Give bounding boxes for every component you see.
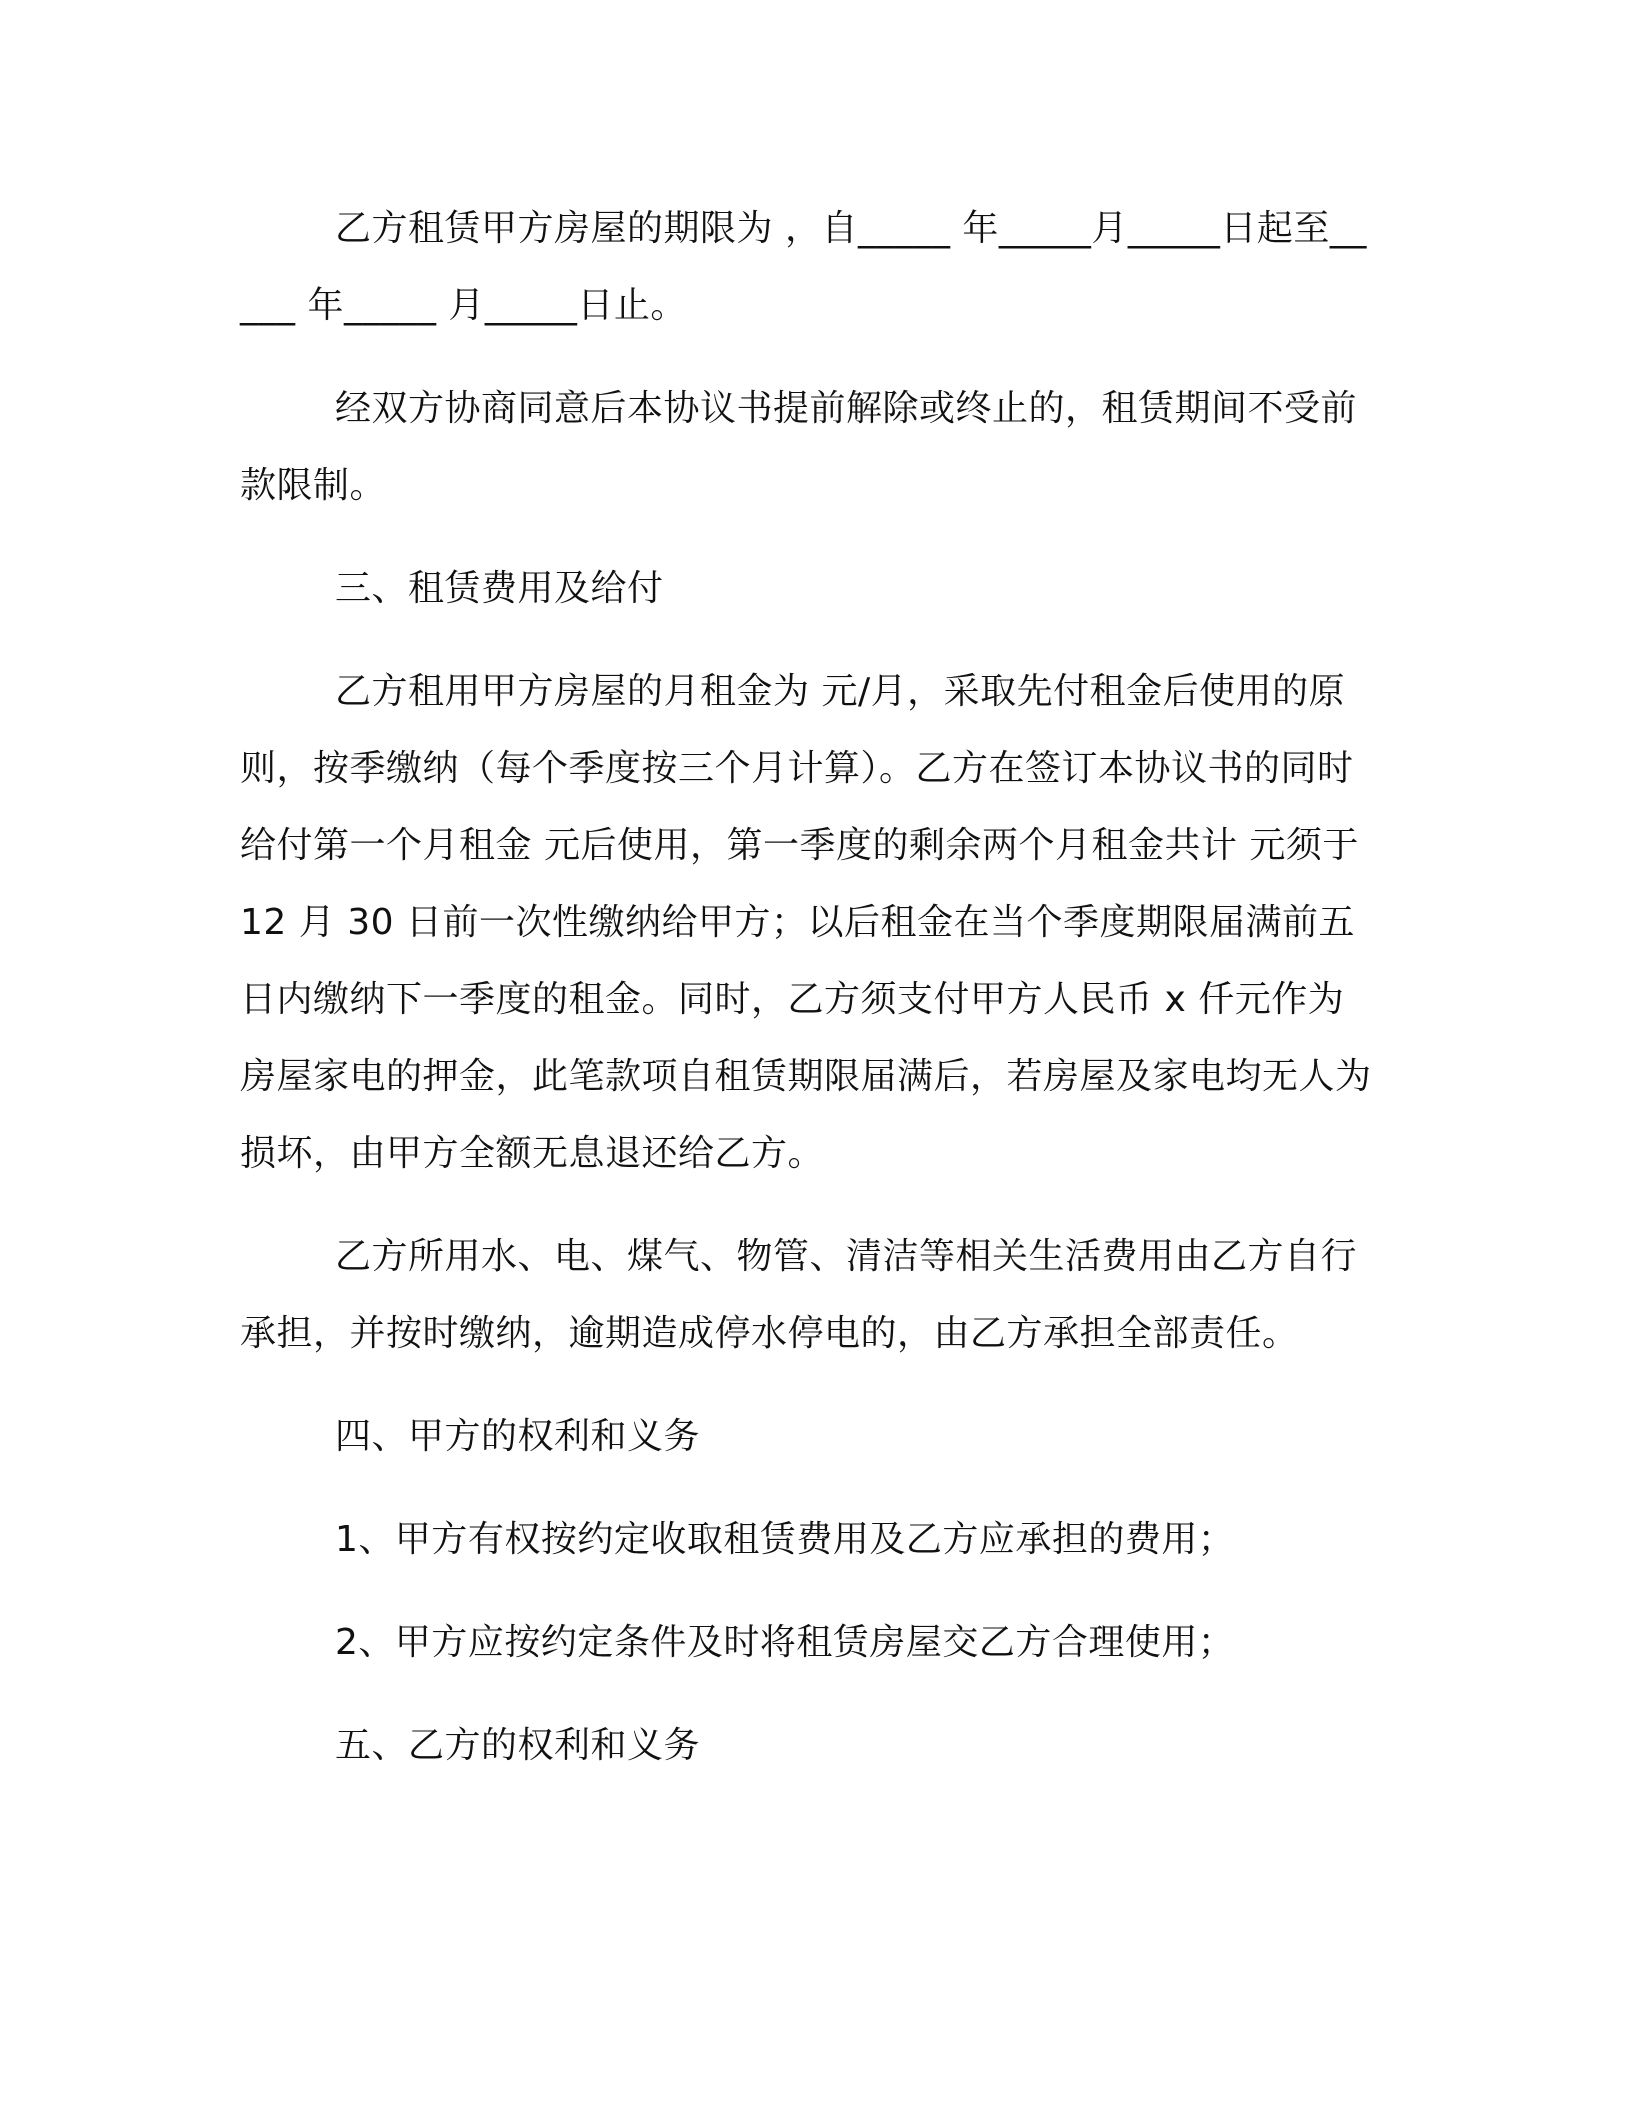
document-body — [240, 190, 1380, 1784]
section-three-heading: 三、租赁费用及给付 — [335, 568, 664, 609]
section-five-heading: 五、乙方的权利和义务 — [335, 1725, 701, 1766]
early-termination-paragraph: 经双方协商同意后本协议书提前解除或终止的，租赁期间不受前款限制。 — [240, 388, 1358, 506]
rent-payment-paragraph: 乙方租用甲方房屋的月租金为 元/月，采取先付租金后使用的原则，按季缴纳（每个季度按三个月计算）。乙方在签订本协议书的同时给付第一个月租金 元后使用，第一季度的剩余两个月租金共计 元须于 12 月 30 日前一次性缴纳给甲方；以后租金在当个季度期限届满前五日内缴纳下一季度的租金。同时，乙方须支付甲方人民币 x 仟元作为房屋家电的押金，此笔款项自租赁期限届满后，若房屋及家电均无人为损坏，由甲方全额无息退还给乙方。 — [240, 671, 1372, 1174]
party-a-right-1: 1、甲方有权按约定收取租赁费用及乙方应承担的费用； — [335, 1519, 1235, 1560]
party-a-right-2: 2、甲方应按约定条件及时将租赁房屋交乙方合理使用； — [335, 1622, 1235, 1663]
lease-term-paragraph: 乙方租赁甲方房屋的期限为 ，自_____ 年_____月_____日起至_____ 年_____ 月_____日止。 — [240, 208, 1367, 326]
utilities-paragraph: 乙方所用水、电、煤气、物管、清洁等相关生活费用由乙方自行承担，并按时缴纳，逾期造成停水停电的，由乙方承担全部责任。 — [240, 1236, 1358, 1354]
section-four-heading: 四、甲方的权利和义务 — [335, 1416, 701, 1457]
